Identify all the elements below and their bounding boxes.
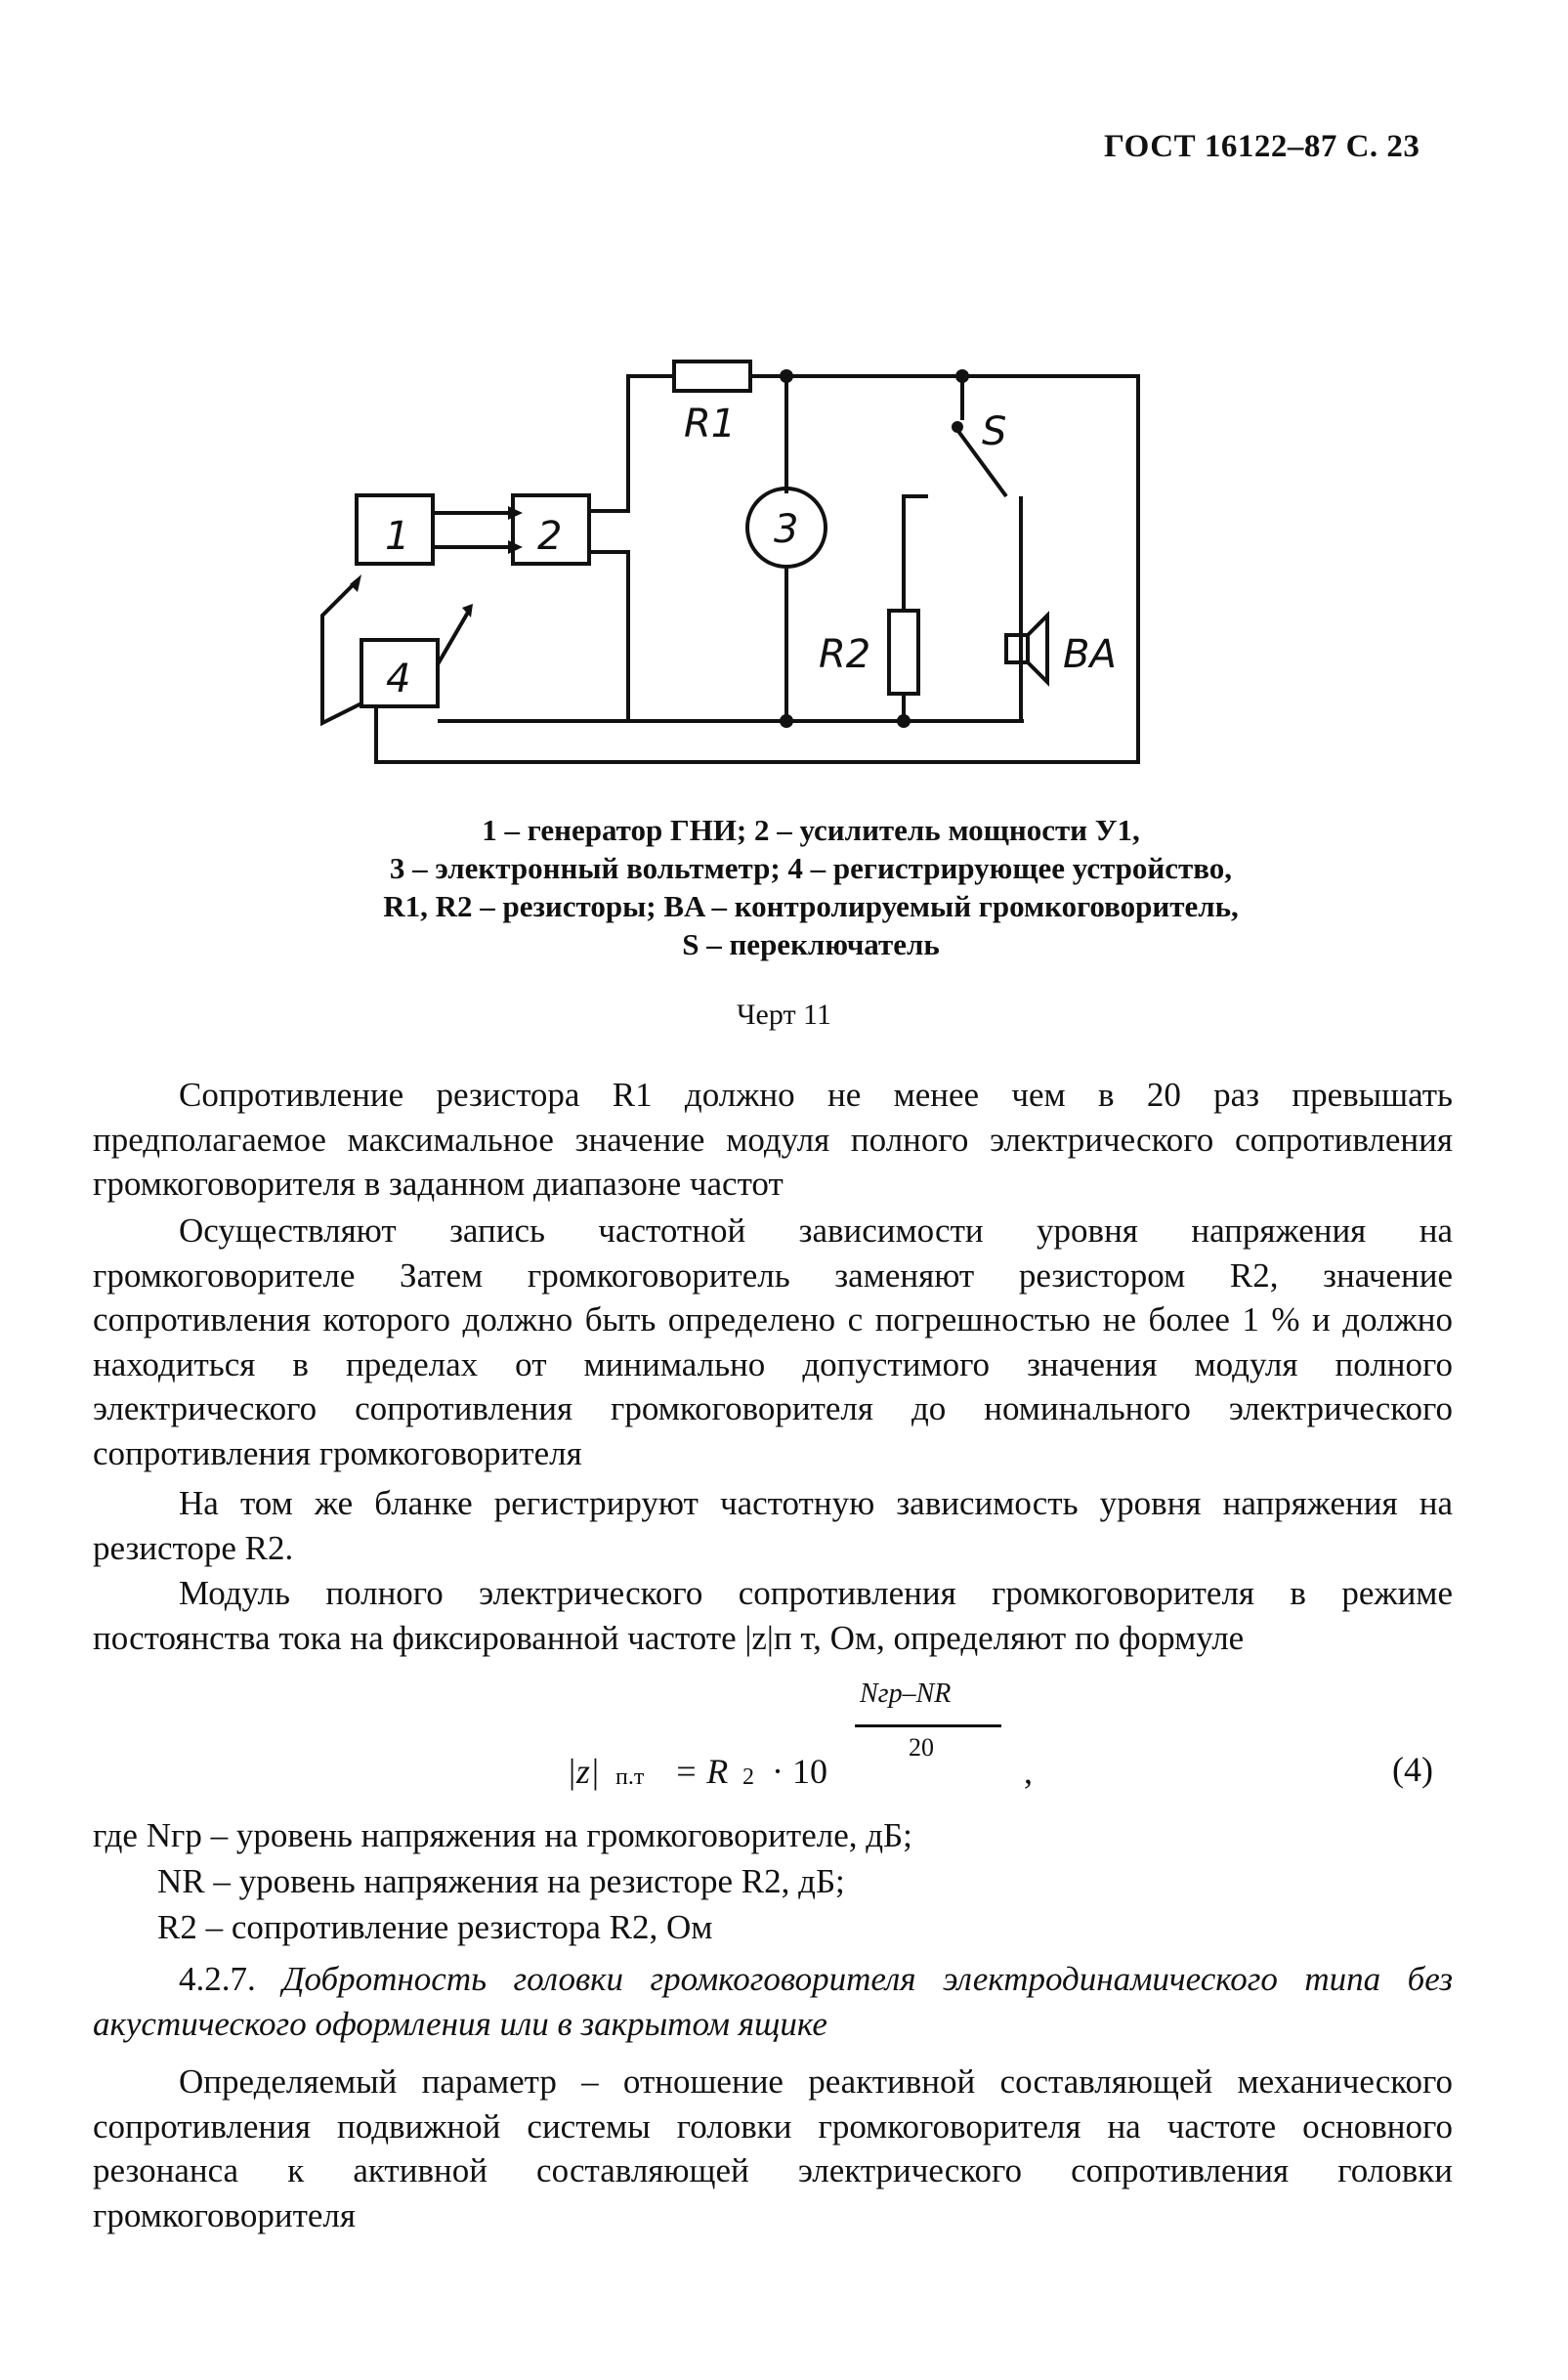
r2-label: R2: [819, 632, 871, 677]
formula-comma: ,: [1024, 1752, 1033, 1791]
box3-label: 3: [774, 507, 799, 552]
paragraph: [93, 1571, 1453, 1660]
formula-exp-den: 20: [909, 1733, 934, 1762]
paragraph-2: Осуществляют запись частотной зависимости уровня напряжения на громкоговорителе Затем громкоговоритель заменяют резистором R2, значение сопротивления которого должно быть определено с погрешностью не более 1 % и должно находиться в пределах от минимально допустимого значения модуля полного электрического сопротивления громкоговорителя до номинального электрического сопротивления громкоговорителя: [93, 1211, 1453, 1472]
resistor-r2: [889, 611, 918, 694]
page-header: ГОСТ 16122–87 С. 23: [1104, 129, 1420, 164]
paragraph-1: Сопротивление резистора R1 должно не менее чем в 20 раз превышать предполагаемое максимальное значение модуля полного электрического сопротивления громкоговорителя в заданном диапазоне частот: [93, 1076, 1453, 1203]
formula-times: · 10: [772, 1752, 827, 1791]
fraction-bar: [855, 1724, 1001, 1727]
paragraph: [93, 1073, 1453, 1207]
definitions: [93, 1812, 912, 1950]
caption-line: 3 – электронный вольтметр; 4 – регистрирующее устройство,: [389, 851, 1233, 885]
paragraph: [93, 1209, 1453, 1475]
figure-caption: [176, 811, 1446, 963]
formula-lhs-sub: п.т: [615, 1764, 645, 1790]
definition-1: где Nгр – уровень напряжения на громкоговорителе, дБ;: [93, 1816, 912, 1854]
switch-label: S: [982, 409, 1007, 454]
definition-2: NR – уровень напряжения на резисторе R2, дБ;: [157, 1862, 845, 1900]
speaker-label: BA: [1063, 632, 1117, 677]
section-number: 4.2.7.: [179, 1960, 256, 1998]
section-title: Добротность головки громкоговорителя электродинамического типа без акустического оформления или в закрытом ящике: [93, 1960, 1453, 2043]
paragraph: [93, 2060, 1453, 2237]
r1-label: R1: [684, 402, 737, 446]
formula-exp-num: Nгр–NR: [860, 1679, 952, 1709]
speaker-ba: [1006, 635, 1028, 662]
resistor-r1: [674, 361, 750, 391]
caption-line: R1, R2 – резисторы; BA – контролируемый громкоговоритель,: [383, 889, 1239, 923]
paragraph-4: Модуль полного электрического сопротивления громкоговорителя в режиме постоянства тока на фиксированной частоте |z|п т, Ом, определяют по формуле: [93, 1574, 1453, 1657]
paragraph-3: На том же бланке регистрируют частотную зависимость уровня напряжения на резисторе R2.: [93, 1484, 1453, 1567]
box4-label: 4: [386, 657, 411, 701]
formula-lhs: |z|: [567, 1752, 600, 1791]
caption-line: S – переключатель: [682, 927, 940, 961]
caption-line: 1 – генератор ГНИ; 2 – усилитель мощности У1,: [482, 813, 1140, 847]
definition-3: R2 – сопротивление резистора R2, Ом: [157, 1908, 713, 1946]
formula-r-sub: 2: [742, 1764, 754, 1790]
formula-equals: = R: [674, 1752, 729, 1791]
formula-number: (4): [1392, 1750, 1433, 1789]
box2-label: 2: [537, 514, 563, 559]
circuit-diagram: [0, 0, 1568, 801]
section-heading: [93, 1957, 1453, 2046]
paragraph: [93, 1481, 1453, 1570]
box1-label: 1: [385, 514, 410, 559]
figure-label: Черт 11: [737, 999, 831, 1031]
paragraph-5: Определяемый параметр – отношение реактивной составляющей механического сопротивления подвижной системы головки громкоговорителя на частоте основного резонанса к активной составляющей электрического сопротивления головки громкоговорителя: [93, 2062, 1453, 2234]
